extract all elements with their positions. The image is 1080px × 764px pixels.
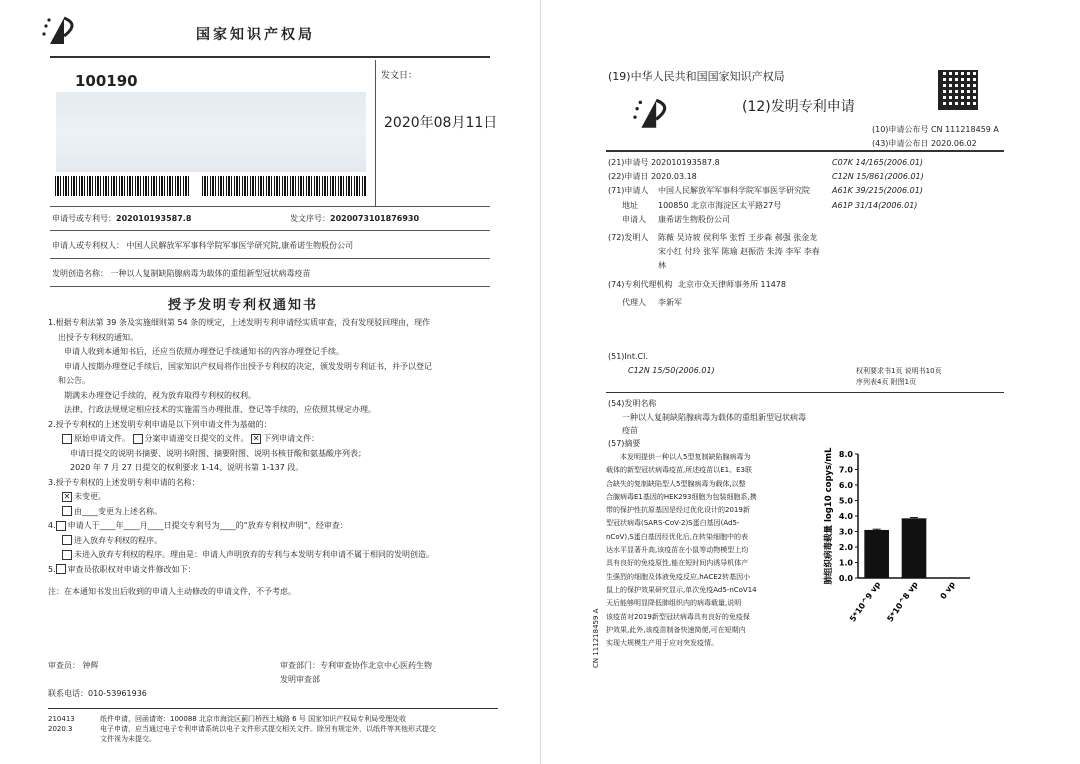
examiner-amend: 审查员依职权对申请文件修改如下： bbox=[67, 564, 196, 574]
doc-options-row bbox=[48, 432, 498, 447]
name-option-changed bbox=[48, 505, 498, 520]
abstract-line: 本发明提供一种以人5型复制缺陷腺病毒为 bbox=[620, 453, 751, 461]
invention-title: 一种以人复制缺陷腺病毒为载体的重组新型冠状病毒疫苗 bbox=[110, 269, 311, 278]
pub-date: (43)申请公布日 2020.06.02 bbox=[872, 139, 977, 148]
examiner-row bbox=[48, 660, 99, 671]
doc-type: (12)发明专利申请 bbox=[742, 99, 855, 115]
field-value: 100850 北京市海淀区太平路27号 bbox=[658, 200, 782, 210]
waiver-not: 未进入放弃专利权的程序。理由是：申请人声明放弃的专利与本发明专利申请不属于相同的发明创造。 bbox=[74, 550, 434, 559]
ipc-code: C12N 15/861(2006.01) bbox=[832, 172, 924, 182]
waiver-opt2 bbox=[48, 548, 498, 563]
dept-row bbox=[280, 660, 432, 671]
checkbox-following-checked: ✕ bbox=[252, 433, 260, 443]
field-applicant bbox=[608, 184, 826, 198]
footer-line: 纸件申请，回函请寄：100088 北京市海淀区蓟门桥西土城路 6 号 国家知识产权局专利局受理处收 bbox=[100, 715, 407, 723]
int-cl-label: (51)Int.Cl. bbox=[608, 352, 648, 361]
field-value: 2020.03.18 bbox=[650, 172, 697, 182]
waiver-enter: 进入放弃专利权的程序。 bbox=[74, 535, 162, 545]
abstract-line: 鼠上的保护效果研究显示,单次免疫Ad5-nCoV14 bbox=[606, 585, 757, 594]
note: 注：在本通知书发出后收到的申请人主动修改的申请文件，不予考虑。 bbox=[48, 587, 296, 596]
y-tick-label: 1.0 bbox=[838, 558, 853, 568]
abstract-line: 实现大规模生产用于应对突发疫情。 bbox=[606, 639, 718, 648]
field-value: 中国人民解放军军事科学院军事医学研究院 bbox=[658, 186, 810, 196]
doc-line: 申请日提交的说明书摘要、说明书附图、摘要附图、说明书核苷酸和氨基酸序列表； bbox=[70, 448, 366, 458]
field-value: 陈薇 吴诗坡 侯利华 张哲 王步森 郝强 张金龙 宋小红 付玲 张军 陈瑜 赵振浩 朱涛 李军 李春林 bbox=[658, 233, 820, 271]
body-line: 1.根据专利法第 39 条及实施细则第 54 条的规定，上述发明专利申请经实质审查，没有发现驳回理由，现作 bbox=[48, 318, 431, 327]
body-line: 申请人收到本通知书后，还应当依照办理登记手续通知书的内容办理登记手续。 bbox=[64, 347, 344, 356]
title-row bbox=[52, 268, 311, 279]
dept-name-2: 发明审查部 bbox=[280, 675, 320, 684]
claims-info bbox=[856, 366, 942, 388]
waiver-opt1 bbox=[48, 534, 498, 549]
field-value: 李新军 bbox=[658, 297, 682, 307]
body-line: 出授予专利权的通知。 bbox=[58, 332, 138, 342]
footer-line: 文件视为未提交。 bbox=[100, 735, 156, 743]
field-agent bbox=[608, 296, 826, 310]
field-agency bbox=[608, 278, 826, 292]
abstract-line: 护效果,此外,该疫苗制备快速简便,可在短期内 bbox=[606, 625, 746, 634]
bar bbox=[902, 518, 927, 578]
footer-line: 电子申请，应当通过电子专利申请系统以电子文件形式提交相关文件。除另有规定外，以纸件等其他形式提交 bbox=[100, 725, 436, 733]
claims-info-line: 权利要求书1页 说明书10页 bbox=[856, 367, 942, 375]
section5: 5. bbox=[48, 564, 56, 574]
field-label: 地址 bbox=[622, 200, 638, 210]
field-label: (72)发明人 bbox=[608, 233, 649, 243]
barcode-2 bbox=[202, 176, 367, 196]
bar bbox=[864, 530, 889, 578]
field-label: (74)专利代理机构 bbox=[608, 279, 673, 289]
app-no: 202010193587.8 bbox=[116, 214, 192, 223]
redacted-address bbox=[56, 92, 366, 172]
abstract-line: 合缺失的复制缺陷型人5型腺病毒为载体,以整 bbox=[606, 479, 746, 488]
dept-label: 审查部门： bbox=[280, 661, 320, 670]
footer-text bbox=[100, 714, 436, 744]
applicant-label: 申请人或专利权人： bbox=[52, 241, 124, 250]
y-tick-label: 7.0 bbox=[838, 465, 853, 475]
x-tick-label: 5*10^8 vp bbox=[885, 579, 920, 624]
checkbox-divisional bbox=[133, 434, 143, 444]
side-pub-no: CN 111218459 A bbox=[592, 608, 600, 668]
body-line: 和公告。 bbox=[58, 376, 90, 385]
field-value: 202010193587.8 bbox=[650, 158, 720, 167]
body-line: 2.授予专利权的上述发明专利申请是以下列申请文件为基础的： bbox=[48, 419, 272, 429]
int-cl: C12N 15/50(2006.01) bbox=[628, 366, 715, 375]
claims-info-line: 序列表4页 附图1页 bbox=[856, 378, 917, 386]
notice-body bbox=[48, 316, 498, 577]
title-label: 发明创造名称： bbox=[52, 269, 108, 278]
phone: 联系电话：010-53961936 bbox=[48, 689, 147, 698]
option-following: 下列申请文件： bbox=[263, 434, 320, 443]
checkbox-waiver bbox=[56, 521, 66, 531]
abstract-line: 型冠状病毒(SARS-CoV-2)S蛋白基因(Ad5- bbox=[606, 519, 740, 528]
abstract-line: nCoV),S蛋白基因经优化后,在转染细胞中的表 bbox=[606, 532, 749, 541]
x-tick-label: 0 vp bbox=[938, 579, 957, 601]
abstract-line: 载体的新型冠状病毒疫苗,所述疫苗以E1、E3联 bbox=[606, 466, 752, 475]
rule-right bbox=[606, 392, 1004, 393]
field-label: 申请人 bbox=[622, 214, 646, 224]
cnipa-logo-icon bbox=[40, 14, 82, 48]
serial: 2020073101876930 bbox=[330, 214, 420, 223]
postcode: 100190 bbox=[75, 72, 138, 90]
checkbox-examiner-amend bbox=[56, 564, 66, 574]
biblio-fields bbox=[608, 156, 826, 310]
serial-label: 发文序号： bbox=[290, 214, 330, 223]
rule-4 bbox=[50, 286, 490, 287]
abstract-line: 合腺病毒E1基因的HEK293细胞为包装细胞系,携 bbox=[606, 492, 757, 501]
issue-date: 2020年08月11日 bbox=[384, 115, 498, 131]
abstract-label: (57)摘要 bbox=[608, 439, 641, 448]
x-tick-label: 5*10^9 vp bbox=[848, 579, 883, 624]
abstract-line: 天后能够明显降低肺组织内的病毒载量,说明 bbox=[606, 599, 742, 608]
field-label: (22)申请日 bbox=[608, 172, 649, 182]
section3: 3.授予专利权的上述发明专利申请的名称： bbox=[48, 477, 200, 487]
rule-2 bbox=[50, 230, 490, 231]
cnipa-logo-icon bbox=[630, 96, 676, 132]
checkbox-unchanged-checked: ✕ bbox=[63, 491, 71, 501]
body-line: 法律、行政法规规定相应技术的实施需当办理批准、登记等手续的，应依照其规定办理。 bbox=[64, 405, 376, 414]
y-tick-label: 0.0 bbox=[838, 574, 853, 583]
issue-date-label: 发文日： bbox=[381, 71, 418, 81]
body-line: 申请人按期办理登记手续后，国家知识产权局将作出授予专利权的决定，颁发发明专利证书，并予以登记 bbox=[64, 361, 432, 371]
waiver-line: 申请人于____年____月____日提交专利号为____的“放弃专利权声明”，经审查： bbox=[67, 521, 348, 530]
section4-row bbox=[48, 519, 498, 534]
abstract-line: 生强烈的细胞及体液免疫反应,hACE2转基因小 bbox=[606, 572, 751, 581]
field-applicant-2 bbox=[608, 213, 826, 227]
name-option-unchanged bbox=[48, 490, 498, 505]
notice-heading: 授予发明专利权通知书 bbox=[168, 298, 319, 313]
checkbox-original bbox=[62, 434, 72, 444]
field-inventors bbox=[608, 231, 826, 274]
office-line: (19)中华人民共和国国家知识产权局 bbox=[608, 70, 785, 83]
invention-name: 一种以人复制缺陷腺病毒为载体的重组新型冠状病毒疫苗 bbox=[622, 413, 806, 435]
rule-3 bbox=[50, 258, 490, 259]
footer-code: 2020.3 bbox=[48, 725, 73, 733]
y-tick-label: 8.0 bbox=[838, 450, 853, 459]
option-original: 原始申请文件。 bbox=[74, 434, 130, 443]
ipc-code: C07K 14/165(2006.01) bbox=[832, 158, 924, 167]
barcode-1 bbox=[55, 176, 189, 196]
ipc-code: A61K 39/215(2006.01) bbox=[832, 186, 923, 196]
footer-code: 210413 bbox=[48, 715, 75, 723]
footer-rule bbox=[48, 708, 498, 709]
examiner-label: 审查员： bbox=[48, 661, 80, 670]
invention-name-label: (54)发明名称 bbox=[608, 399, 657, 408]
body-line: 期满未办理登记手续的，视为放弃取得专利权的权利。 bbox=[64, 390, 256, 400]
abstract-line: 带的保护性抗原基因是经过优化设计的2019新 bbox=[606, 506, 750, 515]
doc-line: 2020 年 7 月 27 日提交的权利要求 1-14、说明书第 1-137 段。 bbox=[70, 463, 304, 472]
header-rule bbox=[50, 56, 490, 58]
checkbox-waiver-not bbox=[62, 550, 72, 560]
app-no-label: 申请号或专利号： bbox=[52, 214, 116, 223]
y-tick-label: 6.0 bbox=[838, 481, 853, 490]
page-divider bbox=[540, 0, 541, 764]
field-value: 北京市众天律师事务所 11478 bbox=[678, 279, 786, 289]
y-tick-label: 2.0 bbox=[838, 543, 853, 552]
applicant: 中国人民解放军军事科学院军事医学研究院,康希诺生物股份公司 bbox=[126, 241, 354, 250]
y-tick-label: 4.0 bbox=[838, 512, 853, 521]
field-app-no bbox=[608, 156, 826, 170]
option-unchanged: 未变更。 bbox=[74, 492, 106, 501]
abstract-line: 达水平显著升高,该疫苗在小鼠等动物模型上均 bbox=[606, 546, 749, 555]
ipc-code: A61P 31/14(2006.01) bbox=[832, 200, 918, 210]
footer-codes bbox=[48, 714, 75, 734]
applicant-row bbox=[52, 240, 353, 251]
checkbox-waiver-enter bbox=[62, 535, 72, 545]
y-tick-label: 5.0 bbox=[838, 496, 853, 506]
abstract-line: 具有良好的免疫原性,能在短时间内诱导机体产 bbox=[606, 559, 749, 568]
option-divisional: 分案申请递交日提交的文件。 bbox=[144, 434, 249, 443]
field-value: 康希诺生物股份公司 bbox=[658, 214, 730, 224]
abstract bbox=[606, 451, 757, 650]
section5-row bbox=[48, 563, 498, 578]
abstract-line: 该疫苗对2019新型冠状病毒具有良好的免疫保 bbox=[606, 612, 750, 621]
examiner-name: 钟辉 bbox=[82, 661, 99, 670]
y-tick-label: 3.0 bbox=[838, 527, 853, 537]
serial-row bbox=[290, 213, 419, 224]
field-label: (21)申请号 bbox=[608, 158, 649, 167]
checkbox-changed bbox=[62, 506, 72, 516]
y-axis-label: 肺组织病毒载量 log10 copys/mL bbox=[824, 447, 834, 585]
app-no-row bbox=[52, 213, 191, 224]
field-label: 代理人 bbox=[622, 297, 646, 307]
field-app-date bbox=[608, 170, 826, 184]
field-address bbox=[608, 199, 826, 213]
viral-load-chart bbox=[818, 436, 986, 646]
pub-no: (10)申请公布号 CN 111218459 A bbox=[872, 125, 999, 134]
header-rule-right bbox=[606, 150, 1004, 152]
section4: 4. bbox=[48, 521, 56, 530]
ipc-codes bbox=[832, 156, 924, 213]
dept-name: 专利审查协作北京中心医药生物 bbox=[320, 661, 432, 670]
office-name: 国家知识产权局 bbox=[196, 27, 315, 43]
vertical-rule bbox=[375, 60, 376, 206]
qr-code bbox=[938, 70, 978, 110]
rule-1 bbox=[50, 206, 490, 207]
option-changed: 由____变更为上述名称。 bbox=[74, 506, 162, 516]
field-label: (71)申请人 bbox=[608, 186, 649, 196]
